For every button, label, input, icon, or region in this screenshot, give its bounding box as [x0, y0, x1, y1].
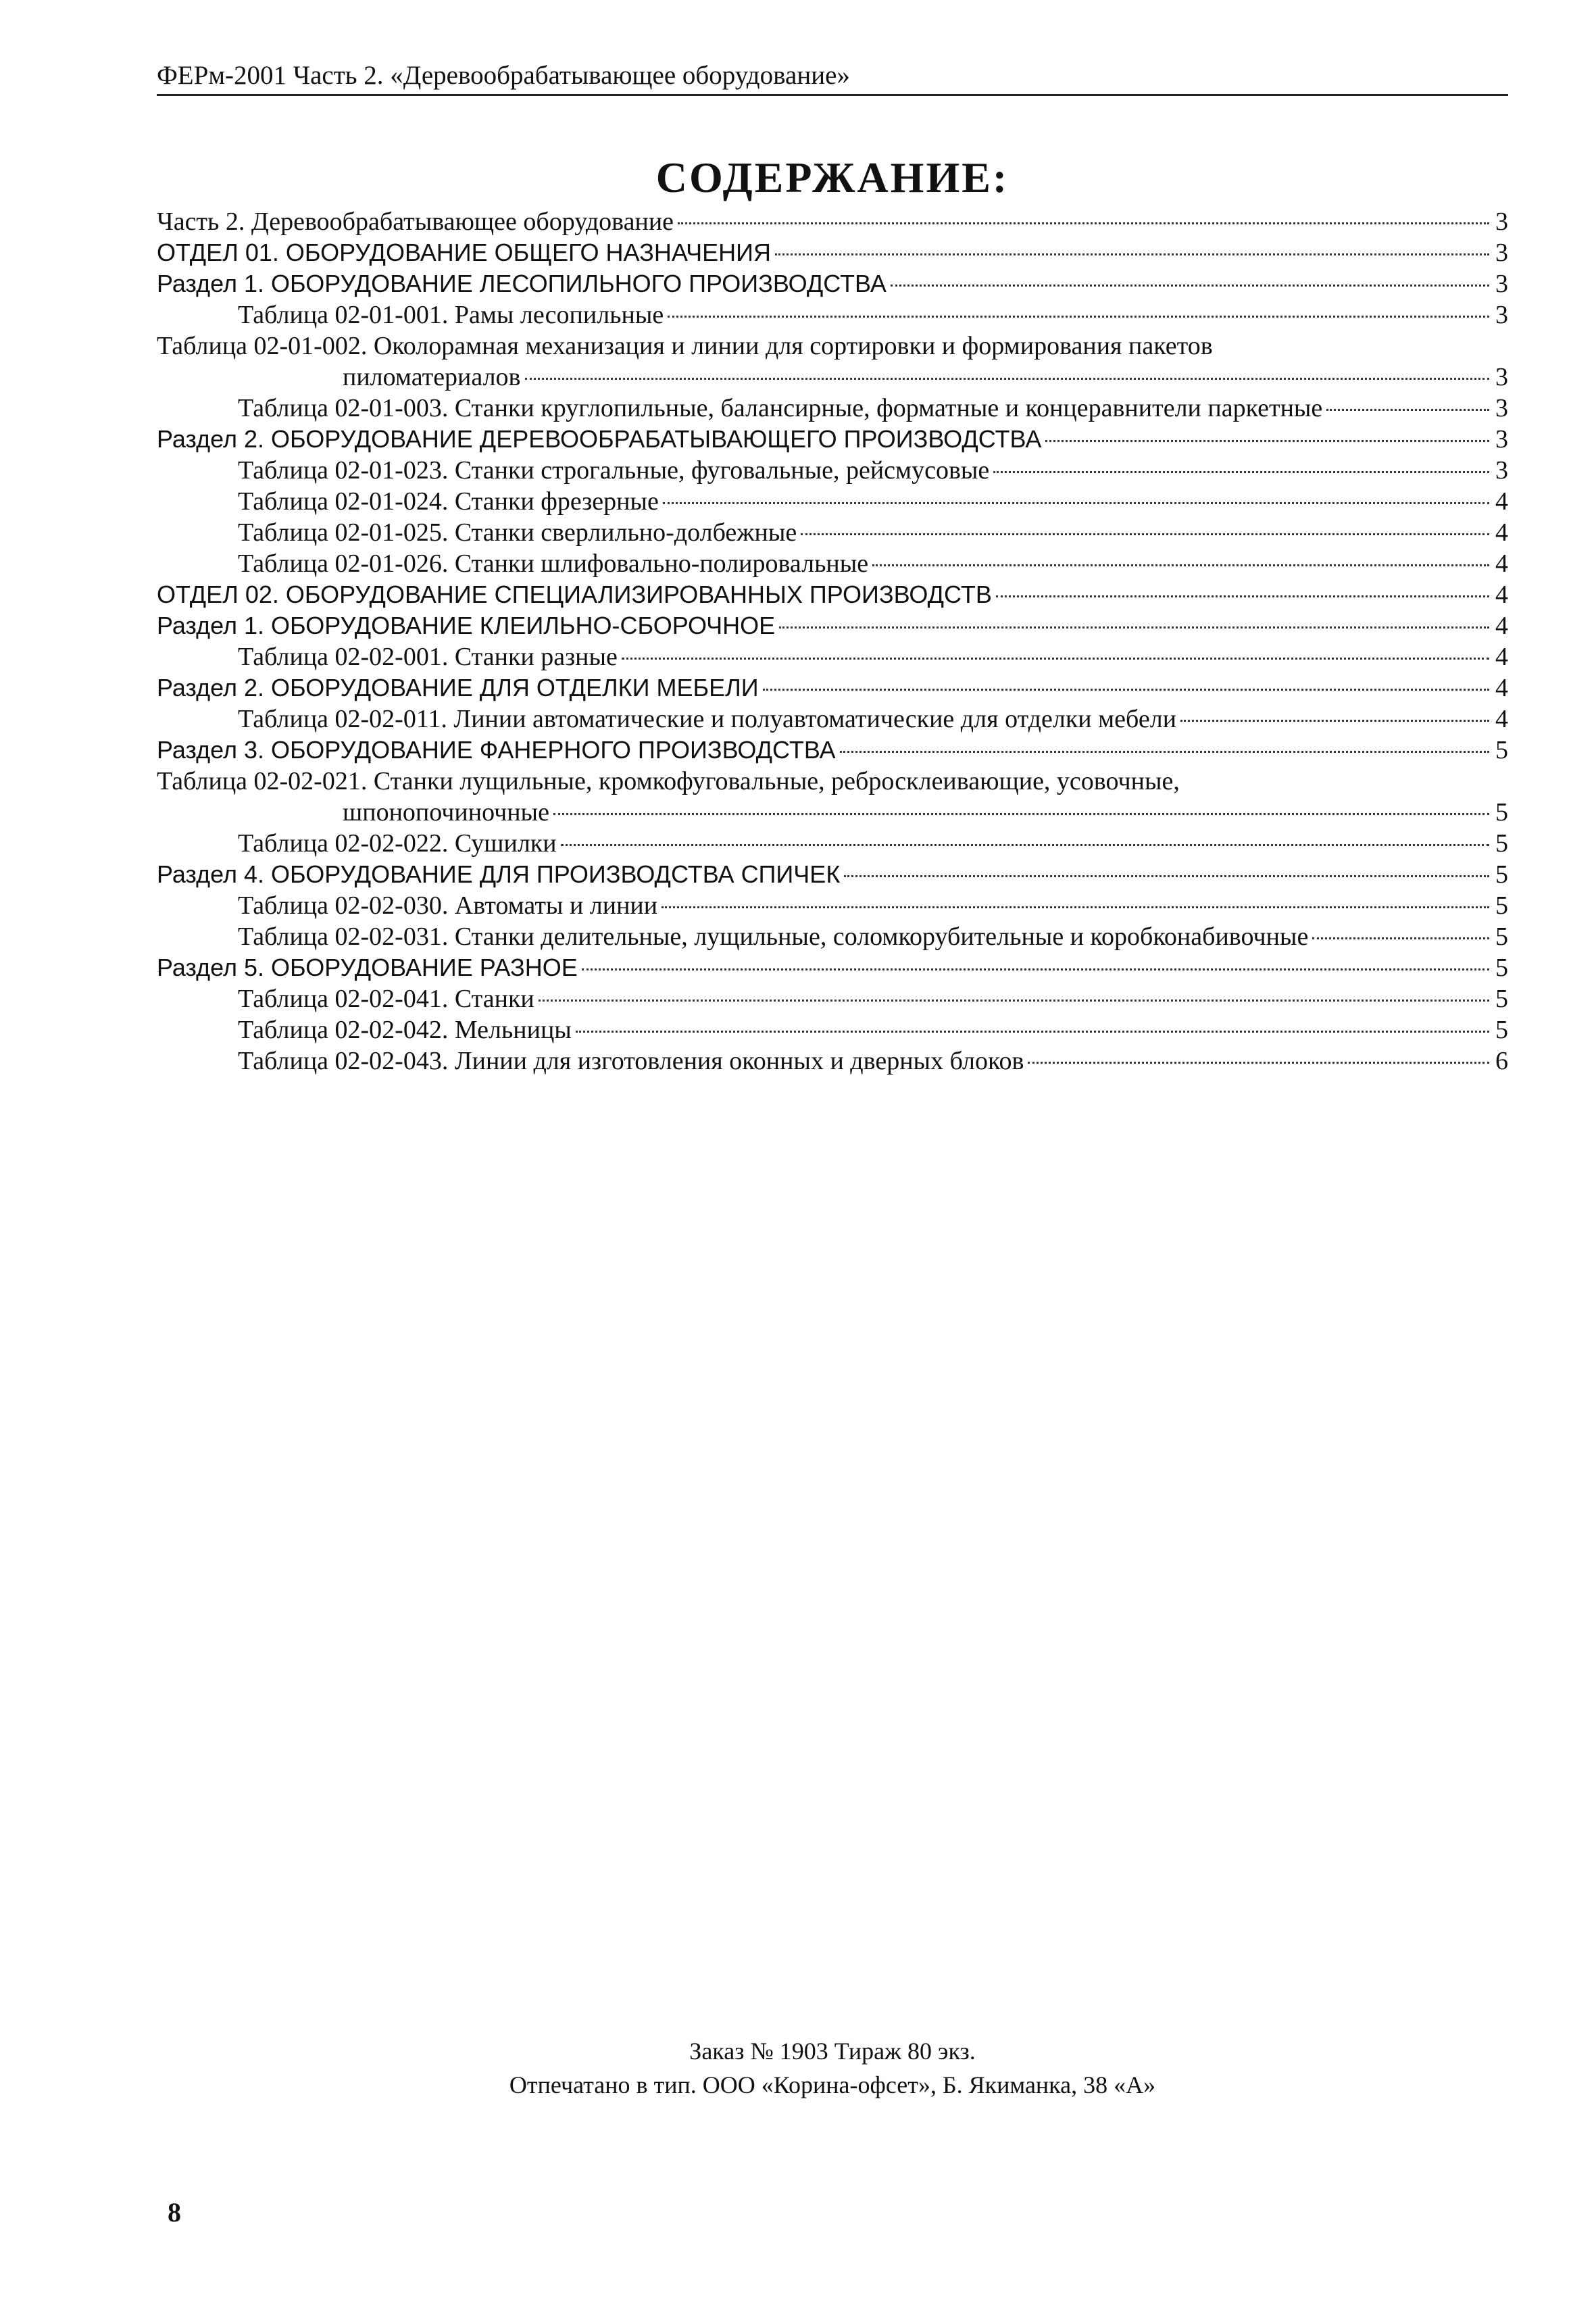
toc-entry[interactable]: [157, 859, 1508, 890]
toc-entry[interactable]: [157, 890, 1508, 921]
toc-entry[interactable]: [157, 983, 1508, 1014]
toc-entry-page: 3: [1495, 425, 1508, 453]
toc-entry[interactable]: [157, 362, 1508, 393]
toc-entry-label: Раздел 2. ОБОРУДОВАНИЕ ДЕРЕВООБРАБАТЫВАЮЩЕГО ПРОИЗВОДСТВА: [157, 425, 1042, 453]
toc-entry-label: Часть 2. Деревообрабатывающее оборудование: [157, 207, 674, 236]
toc-dot-leader: [779, 626, 1489, 629]
page-title: СОДЕРЖАНИЕ:: [655, 153, 1009, 201]
toc-dot-leader: [844, 875, 1489, 877]
toc-entry[interactable]: [157, 579, 1508, 610]
toc-entry[interactable]: [157, 1014, 1508, 1045]
toc-entry[interactable]: [157, 393, 1508, 424]
toc-entry[interactable]: [157, 299, 1508, 330]
toc-entry-label: ОТДЕЛ 02. ОБОРУДОВАНИЕ СПЕЦИАЛИЗИРОВАННЫХ ПРОИЗВОДСТВ: [157, 581, 992, 608]
toc-entry-page: 5: [1495, 829, 1508, 858]
toc-entry-page: 5: [1495, 860, 1508, 889]
toc-dot-leader: [561, 844, 1489, 846]
toc-entry[interactable]: [157, 828, 1508, 859]
toc-entry-label: шпонопочиночные: [343, 798, 549, 827]
toc-entry-page: 5: [1495, 922, 1508, 951]
toc-entry-page: 3: [1495, 456, 1508, 485]
toc-entry-page: 4: [1495, 581, 1508, 609]
toc-entry-page: 3: [1495, 301, 1508, 329]
toc-entry-page: 4: [1495, 674, 1508, 702]
toc-entry-label: Раздел 1. ОБОРУДОВАНИЕ ЛЕСОПИЛЬНОГО ПРОИЗВОДСТВА: [157, 270, 887, 297]
toc-entry-page: 3: [1495, 363, 1508, 391]
toc-dot-leader: [1312, 937, 1489, 939]
toc-entry-label: Раздел 3. ОБОРУДОВАНИЕ ФАНЕРНОГО ПРОИЗВОДСТВА: [157, 736, 836, 764]
toc-entry-page: 4: [1495, 487, 1508, 516]
toc-entry[interactable]: [157, 1045, 1508, 1077]
toc-entry[interactable]: [157, 486, 1508, 517]
toc-entry-page: 4: [1495, 518, 1508, 547]
toc-dot-leader: [663, 502, 1489, 504]
toc-entry-label: Раздел 1. ОБОРУДОВАНИЕ КЛЕИЛЬНО-СБОРОЧНОЕ: [157, 612, 776, 639]
toc-entry-label: Таблица 02-02-041. Станки: [238, 985, 534, 1013]
toc-dot-leader: [576, 1031, 1489, 1033]
toc-dot-leader: [1326, 409, 1489, 411]
toc-dot-leader: [553, 813, 1489, 815]
toc-entry[interactable]: [157, 735, 1508, 766]
toc-entry[interactable]: [157, 237, 1508, 268]
toc-entry-label: Таблица 02-01-026. Станки шлифовально-полировальные: [238, 549, 869, 578]
toc-entry-page: 4: [1495, 705, 1508, 733]
toc-entry[interactable]: [157, 641, 1508, 672]
toc-entry-page: 6: [1495, 1047, 1508, 1075]
running-head: ФЕРм-2001 Часть 2. «Деревообрабатывающее оборудование»: [157, 61, 850, 90]
toc-entry-label: Таблица 02-01-003. Станки круглопильные, балансирные, форматные и концеравнители паркетные: [238, 394, 1323, 422]
toc-entry-label: Таблица 02-02-001. Станки разные: [238, 643, 618, 671]
toc-entry-page: 3: [1495, 394, 1508, 422]
toc-entry-label: Таблица 02-02-031. Станки делительные, лущильные, соломкорубительные и коробконабивочные: [238, 922, 1309, 951]
toc-entry[interactable]: [157, 610, 1508, 641]
toc-entry-label: Таблица 02-02-043. Линии для изготовления оконных и дверных блоков: [238, 1047, 1024, 1075]
toc-entry[interactable]: [157, 455, 1508, 486]
toc-entry-label: Таблица 02-01-023. Станки строгальные, фуговальные, рейсмусовые: [238, 456, 990, 485]
toc-entry-page: 5: [1495, 736, 1508, 764]
toc-dot-leader: [1045, 440, 1489, 442]
toc-entry-label: Раздел 5. ОБОРУДОВАНИЕ РАЗНОЕ: [157, 954, 578, 981]
toc-dot-leader: [996, 595, 1489, 597]
toc-entry-label: Таблица 02-02-011. Линии автоматические и полуавтоматические для отделки мебели: [238, 705, 1177, 733]
toc-entry-label: Таблица 02-01-024. Станки фрезерные: [238, 487, 659, 516]
toc-entry[interactable]: [157, 424, 1508, 455]
toc-entry[interactable]: [157, 921, 1508, 952]
toc-entry-page: 5: [1495, 954, 1508, 982]
toc-entry-page: 4: [1495, 549, 1508, 578]
toc-entry-label: пиломатериалов: [343, 363, 521, 391]
toc-entry-label: Таблица 02-01-001. Рамы лесопильные: [238, 301, 664, 329]
toc-entry-page: 4: [1495, 612, 1508, 640]
toc-dot-leader: [840, 751, 1489, 753]
toc-entry-page: 3: [1495, 207, 1508, 236]
imprint-printer-line: Отпечатано в тип. ООО «Корина-офсет», Б. Якиманка, 38 «А»: [509, 2071, 1156, 2098]
toc-entry[interactable]: [157, 330, 1508, 362]
toc-entry-page: 4: [1495, 643, 1508, 671]
toc-entry[interactable]: [157, 548, 1508, 579]
toc-dot-leader: [872, 564, 1489, 566]
toc-entry-label: Таблица 02-02-030. Автоматы и линии: [238, 891, 658, 920]
toc-dot-leader: [678, 222, 1489, 224]
toc-entry[interactable]: [157, 952, 1508, 983]
table-of-contents: [157, 206, 1508, 1077]
toc-entry-label: Раздел 2. ОБОРУДОВАНИЕ ДЛЯ ОТДЕЛКИ МЕБЕЛИ: [157, 674, 759, 701]
toc-entry-label: ОТДЕЛ 01. ОБОРУДОВАНИЕ ОБЩЕГО НАЗНАЧЕНИЯ: [157, 239, 771, 266]
toc-entry-page: 5: [1495, 1016, 1508, 1044]
toc-entry-label: Таблица 02-01-025. Станки сверлильно-долбежные: [238, 518, 797, 547]
toc-entry-label: Таблица 02-01-002. Околорамная механизация и линии для сортировки и формирования пакетов: [157, 332, 1213, 360]
toc-dot-leader: [622, 658, 1489, 660]
toc-entry[interactable]: [157, 517, 1508, 548]
imprint: [157, 2034, 1508, 2102]
toc-dot-leader: [582, 968, 1489, 970]
toc-entry[interactable]: [157, 766, 1508, 797]
toc-entry-page: 5: [1495, 985, 1508, 1013]
toc-entry[interactable]: [157, 672, 1508, 704]
toc-dot-leader: [891, 285, 1489, 287]
toc-entry-page: 5: [1495, 891, 1508, 920]
toc-entry-label: Таблица 02-02-042. Мельницы: [238, 1016, 572, 1044]
toc-entry[interactable]: [157, 704, 1508, 735]
toc-entry-label: Раздел 4. ОБОРУДОВАНИЕ ДЛЯ ПРОИЗВОДСТВА СПИЧЕК: [157, 860, 841, 888]
toc-entry-label: Таблица 02-02-021. Станки лущильные, кромкофуговальные, ребросклеивающие, усовочные,: [157, 767, 1180, 795]
toc-entry-page: 5: [1495, 798, 1508, 827]
imprint-order-line: Заказ № 1903 Тираж 80 экз.: [689, 2038, 976, 2065]
toc-dot-leader: [1180, 720, 1489, 722]
toc-dot-leader: [801, 533, 1489, 535]
toc-dot-leader: [668, 316, 1489, 318]
toc-dot-leader: [662, 906, 1489, 908]
toc-dot-leader: [525, 378, 1490, 380]
toc-dot-leader: [775, 253, 1489, 255]
toc-entry[interactable]: [157, 268, 1508, 299]
toc-dot-leader: [763, 689, 1489, 691]
toc-entry[interactable]: [157, 206, 1508, 237]
header-rule: [157, 94, 1508, 96]
page-number: 8: [168, 2197, 181, 2227]
toc-entry-page: 3: [1495, 239, 1508, 267]
toc-dot-leader: [539, 1000, 1489, 1002]
toc-entry-page: 3: [1495, 270, 1508, 298]
toc-dot-leader: [993, 471, 1489, 473]
toc-dot-leader: [1028, 1062, 1489, 1064]
toc-entry-label: Таблица 02-02-022. Сушилки: [238, 829, 557, 858]
toc-entry[interactable]: [157, 797, 1508, 828]
